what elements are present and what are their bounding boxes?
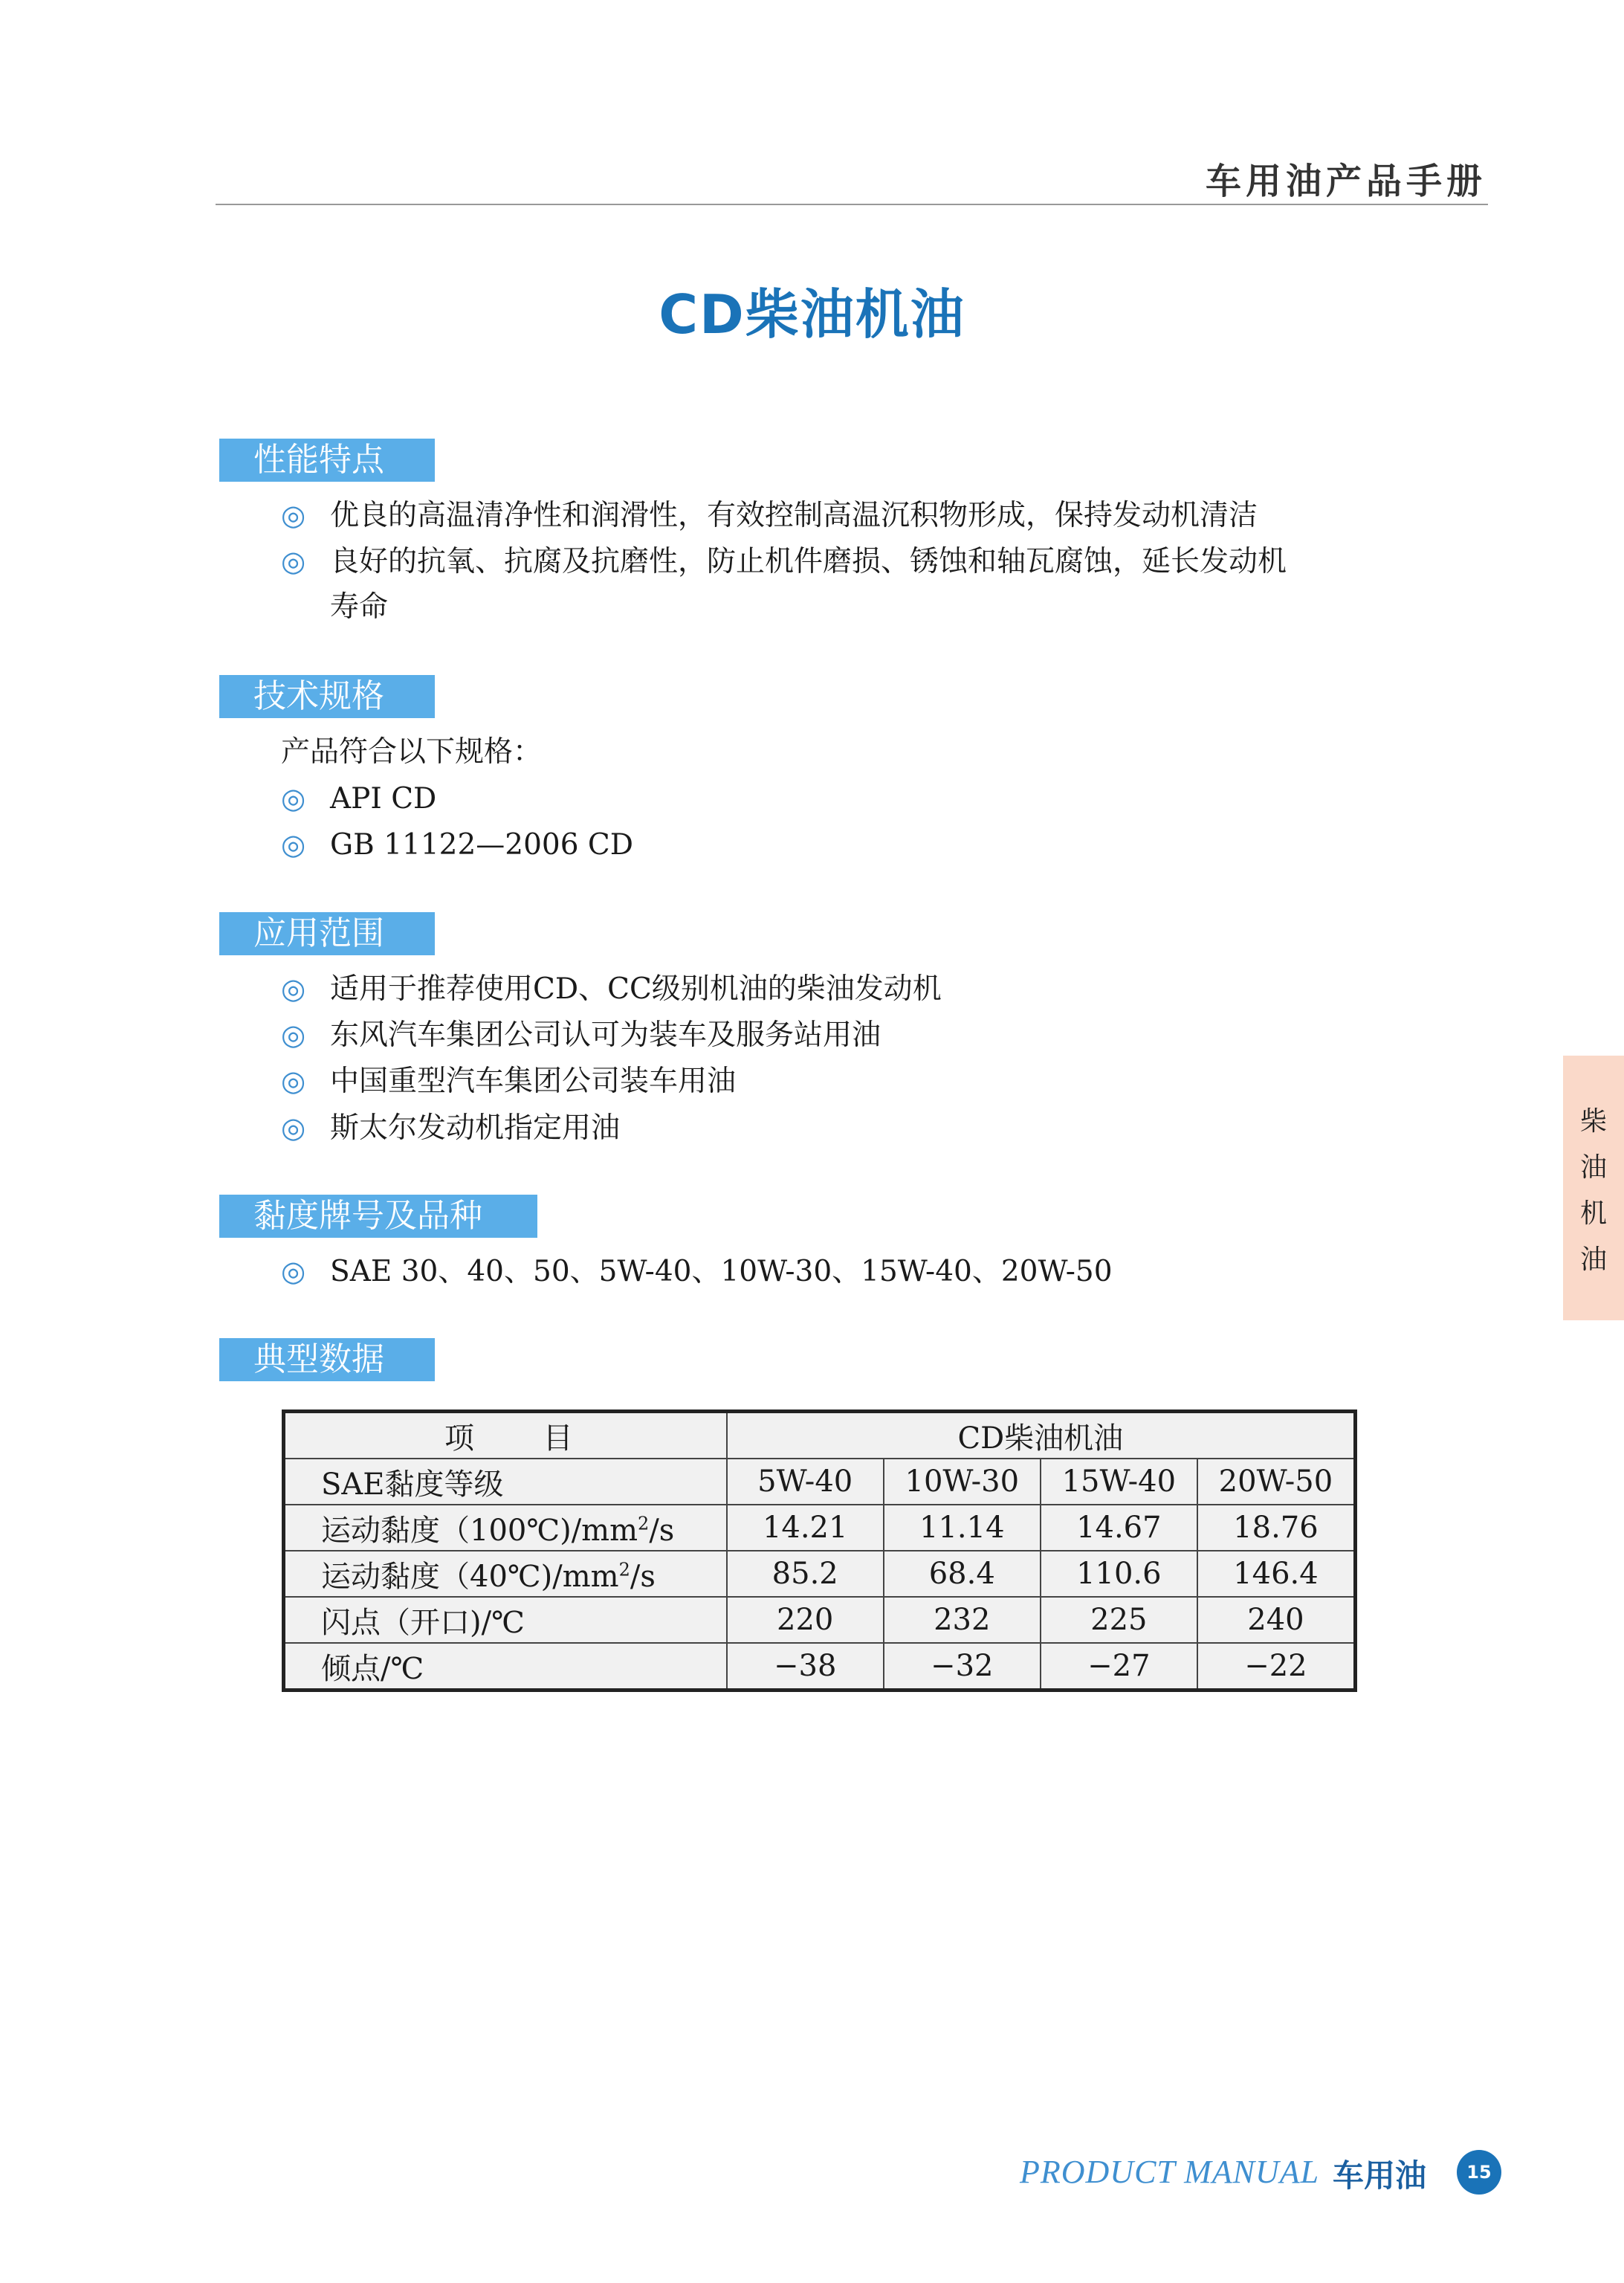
table-row <box>284 1459 1356 1505</box>
list-item <box>281 1063 736 1099</box>
label-part: /s <box>630 1559 656 1594</box>
bullet-icon: ◎ <box>281 828 306 861</box>
list-item <box>281 971 942 1007</box>
list-item-text: 东风汽车集团公司认可为装车及服务站用油 <box>330 1018 881 1052</box>
footer-product-manual: PRODUCT MANUAL <box>1020 2154 1320 2190</box>
list-item <box>281 497 1258 534</box>
table-cell: 18.76 <box>1197 1505 1356 1551</box>
list-item <box>281 1017 881 1053</box>
list-item <box>281 781 436 817</box>
table-row-label <box>284 1551 727 1597</box>
table-row-label <box>284 1505 727 1551</box>
table-row <box>284 1551 1356 1597</box>
section-label-spec: 技术规格 <box>219 675 435 718</box>
label-part: 运动黏度（100℃)/mm <box>321 1513 638 1548</box>
table-cell: 68.4 <box>884 1551 1041 1597</box>
table-cell: −32 <box>884 1643 1041 1691</box>
section-label-viscosity: 黏度牌号及品种 <box>219 1195 537 1238</box>
label-part: /s <box>649 1513 675 1548</box>
typical-data-table <box>282 1409 1357 1692</box>
table-cell: 20W-50 <box>1197 1459 1356 1505</box>
table-cell: 15W-40 <box>1041 1459 1197 1505</box>
table-cell: 11.14 <box>884 1505 1041 1551</box>
section-label-typical: 典型数据 <box>219 1338 435 1381</box>
table-cell: 232 <box>884 1597 1041 1643</box>
bullet-icon: ◎ <box>281 1255 306 1288</box>
spec-intro: 产品符合以下规格： <box>281 735 543 769</box>
list-item-text: API CD <box>330 782 437 816</box>
table-cell: 85.2 <box>727 1551 884 1597</box>
table-cell: 220 <box>727 1597 884 1643</box>
section-label-application: 应用范围 <box>219 912 435 955</box>
page-title: CD柴油机油 <box>659 283 965 346</box>
list-item <box>281 1253 1113 1290</box>
table-header-product: CD柴油机油 <box>727 1412 1356 1459</box>
label-superscript: 2 <box>638 1513 650 1534</box>
list-item-text: 优良的高温清净性和润滑性，有效控制高温沉积物形成，保持发动机清洁 <box>330 499 1258 532</box>
table-cell: 146.4 <box>1197 1551 1356 1597</box>
table-cell: −38 <box>727 1643 884 1691</box>
table-cell: 14.67 <box>1041 1505 1197 1551</box>
header-title: 车用油产品手册 <box>1205 161 1486 202</box>
list-item <box>281 1110 620 1146</box>
list-item-continuation: 寿命 <box>330 590 389 624</box>
list-item <box>281 543 1287 580</box>
table-cell: 110.6 <box>1041 1551 1197 1597</box>
table-header-item: 项 目 <box>284 1412 727 1459</box>
table-row-label: 倾点/℃ <box>284 1643 727 1691</box>
bullet-icon: ◎ <box>281 1111 306 1144</box>
side-tab <box>1563 1056 1624 1320</box>
table-row <box>284 1597 1356 1643</box>
side-tab-char: 柴 <box>1579 1106 1607 1137</box>
table-cell: −22 <box>1197 1643 1356 1691</box>
footer-category: 车用油 <box>1333 2157 1427 2194</box>
bullet-icon: ◎ <box>281 1065 306 1097</box>
header-rule <box>216 204 1488 205</box>
bullet-icon: ◎ <box>281 782 306 815</box>
side-tab-char: 机 <box>1579 1198 1607 1229</box>
table-header-row <box>284 1412 1356 1459</box>
table-row <box>284 1643 1356 1691</box>
table-row <box>284 1505 1356 1551</box>
table-cell: −27 <box>1041 1643 1197 1691</box>
table-row-label: 闪点（开口)/℃ <box>284 1597 727 1643</box>
label-part: 运动黏度（40℃)/mm <box>321 1559 619 1594</box>
table-cell: 225 <box>1041 1597 1197 1643</box>
bullet-icon: ◎ <box>281 1018 306 1051</box>
side-tab-char: 油 <box>1579 1244 1607 1275</box>
table-cell: 5W-40 <box>727 1459 884 1505</box>
table-cell: 10W-30 <box>884 1459 1041 1505</box>
side-tab-char: 油 <box>1579 1152 1607 1183</box>
list-item-text: GB 11122—2006 CD <box>330 828 634 862</box>
bullet-icon: ◎ <box>281 972 306 1005</box>
list-item-text: 适用于推荐使用CD、CC级别机油的柴油发动机 <box>330 972 942 1006</box>
page-number: 15 <box>1457 2150 1501 2195</box>
list-item-text: 良好的抗氧、抗腐及抗磨性，防止机件磨损、锈蚀和轴瓦腐蚀，延长发动机 <box>330 545 1287 578</box>
table-row-label: SAE黏度等级 <box>284 1459 727 1505</box>
list-item <box>281 827 633 863</box>
bullet-icon: ◎ <box>281 499 306 532</box>
bullet-icon: ◎ <box>281 545 306 578</box>
list-item-text: SAE 30、40、50、5W-40、10W-30、15W-40、20W-50 <box>330 1255 1113 1288</box>
section-label-performance: 性能特点 <box>219 439 435 482</box>
label-superscript: 2 <box>618 1559 630 1580</box>
table-cell: 240 <box>1197 1597 1356 1643</box>
list-item-text: 斯太尔发动机指定用油 <box>330 1111 621 1145</box>
table-cell: 14.21 <box>727 1505 884 1551</box>
list-item-text: 中国重型汽车集团公司装车用油 <box>330 1065 737 1098</box>
